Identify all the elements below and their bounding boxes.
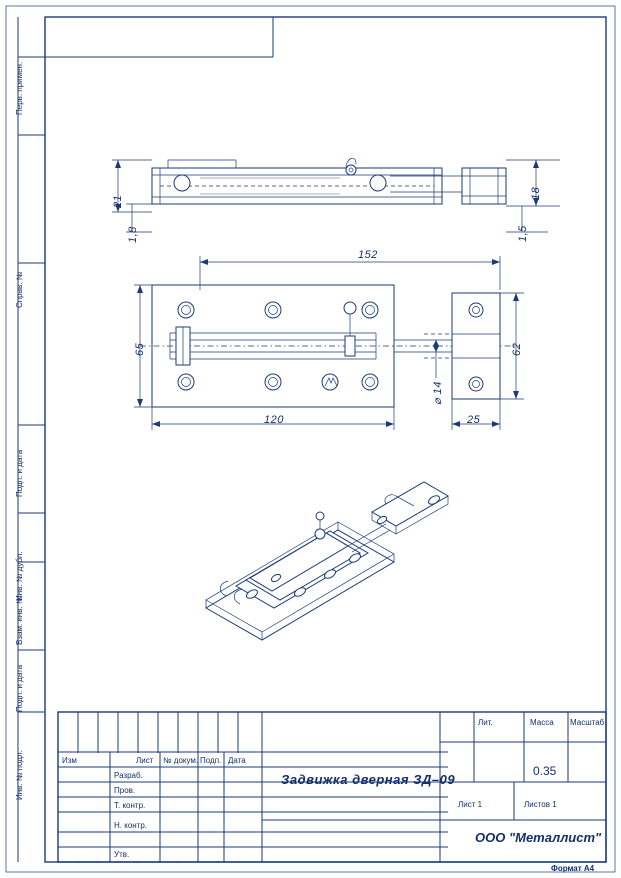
margin-label-vzam-inv: Взам. инв. №	[15, 595, 24, 645]
dim-18: 18	[530, 186, 542, 200]
dim-1-5: 1,5	[517, 225, 529, 242]
product-name: Задвижка дверная ЗД–09	[281, 772, 456, 787]
tb-row-n-kontr: Н. контр.	[114, 821, 148, 830]
tb-col-dokum: № докум.	[163, 756, 199, 765]
tb-col-data: Дата	[228, 756, 246, 765]
margin-label-inv-dubl: Инв. № дубл.	[15, 551, 24, 601]
tb-sheet-label: Лист 1	[458, 800, 483, 809]
tb-sheets-label: Листов 1	[524, 800, 557, 809]
company-name: ООО "Металлист"	[475, 830, 602, 845]
margin-label-perv-primen: Перв. примен.	[15, 61, 24, 115]
tb-row-izm: Изм	[62, 756, 77, 765]
tb-mass-label: Масса	[530, 718, 554, 727]
dim-152: 152	[358, 249, 378, 261]
dim-62: 62	[511, 342, 523, 356]
margin-label-sprav: Справ. №	[15, 271, 24, 308]
dim-diameter-14: ⌀ 14	[432, 381, 444, 405]
tb-col-list: Лист	[136, 756, 154, 765]
tb-row-prov: Пров.	[114, 786, 136, 795]
dim-65: 65	[134, 342, 146, 356]
tb-row-t-kontr: Т. контр.	[114, 801, 146, 810]
margin-label-inv-podl: Инв. № подл.	[15, 750, 24, 800]
dim-25: 25	[467, 414, 481, 426]
dim-120: 120	[264, 414, 284, 426]
margin-label-podp-data-1: Подп. и дата	[15, 449, 24, 497]
margin-label-podp-data-2: Подп. и дата	[15, 664, 24, 712]
tb-col-podp: Подп.	[200, 756, 222, 765]
tb-mass-value: 0.35	[533, 764, 557, 778]
tb-row-utv: Утв.	[114, 850, 130, 859]
tb-row-razrab: Разраб.	[114, 771, 143, 780]
dim-1-8: 1,8	[127, 226, 139, 243]
tb-lit-label: Лит.	[478, 718, 493, 727]
dim-21: 21	[112, 194, 124, 208]
tb-scale-label: Масштаб	[570, 718, 605, 727]
format-label: Формат A4	[551, 864, 595, 873]
